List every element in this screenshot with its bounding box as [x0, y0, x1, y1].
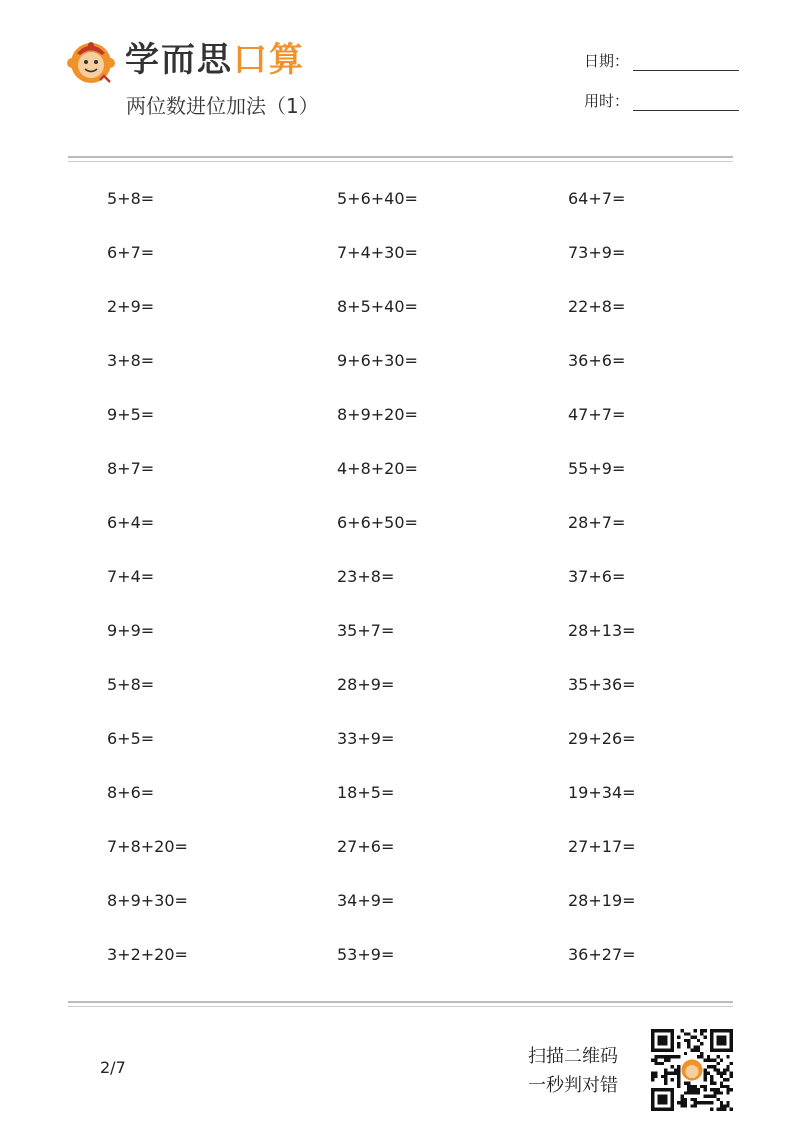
scan-instructions [528, 1042, 618, 1100]
problem-row [0, 388, 800, 442]
problem-item: 28+7= [568, 513, 626, 532]
problem-row [0, 442, 800, 496]
problem-item: 23+8= [337, 567, 395, 586]
time-field [584, 90, 739, 111]
problem-item: 8+5+40= [337, 297, 418, 316]
problem-item: 19+34= [568, 783, 636, 802]
worksheet-header [0, 0, 800, 160]
problem-row [0, 928, 800, 982]
time-label: 用时： [584, 92, 630, 110]
problem-item: 9+5= [107, 405, 155, 424]
worksheet-title: 两位数进位加法（1） [126, 94, 319, 118]
date-field [584, 50, 739, 71]
problem-item: 8+9+20= [337, 405, 418, 424]
problem-row [0, 766, 800, 820]
problem-item: 3+8= [107, 351, 155, 370]
problem-item: 73+9= [568, 243, 626, 262]
qr-code-icon[interactable] [651, 1029, 733, 1111]
problem-item: 18+5= [337, 783, 395, 802]
problem-item: 9+6+30= [337, 351, 418, 370]
problem-item: 27+6= [337, 837, 395, 856]
problem-item: 3+2+20= [107, 945, 188, 964]
problem-item: 37+6= [568, 567, 626, 586]
problem-item: 7+4+30= [337, 243, 418, 262]
problem-item: 28+13= [568, 621, 636, 640]
problem-item: 36+6= [568, 351, 626, 370]
problem-row [0, 712, 800, 766]
problem-item: 28+9= [337, 675, 395, 694]
problem-row [0, 172, 800, 226]
problem-row [0, 604, 800, 658]
date-label: 日期： [584, 52, 630, 70]
page-number: 2/7 [100, 1058, 126, 1077]
problem-row [0, 820, 800, 874]
problem-item: 2+9= [107, 297, 155, 316]
problem-item: 8+6= [107, 783, 155, 802]
problem-item: 5+6+40= [337, 189, 418, 208]
problem-item: 35+36= [568, 675, 636, 694]
brand-logo [125, 40, 305, 80]
problem-row [0, 874, 800, 928]
problem-item: 7+8+20= [107, 837, 188, 856]
scan-line-1: 扫描二维码 [528, 1046, 618, 1067]
problem-item: 34+9= [337, 891, 395, 910]
date-blank-line [633, 54, 739, 71]
problem-item: 5+8= [107, 675, 155, 694]
problem-row [0, 226, 800, 280]
problem-item: 6+6+50= [337, 513, 418, 532]
problem-item: 8+7= [107, 459, 155, 478]
problem-item: 53+9= [337, 945, 395, 964]
problem-item: 9+9= [107, 621, 155, 640]
problem-row [0, 550, 800, 604]
problem-row [0, 280, 800, 334]
problem-item: 7+4= [107, 567, 155, 586]
problem-item: 22+8= [568, 297, 626, 316]
problem-item: 6+4= [107, 513, 155, 532]
problem-item: 35+7= [337, 621, 395, 640]
problem-item: 6+7= [107, 243, 155, 262]
brand-accent: 口算 [233, 40, 305, 80]
scan-line-2: 一秒判对错 [528, 1075, 618, 1096]
problem-item: 36+27= [568, 945, 636, 964]
problem-row [0, 496, 800, 550]
problem-item: 8+9+30= [107, 891, 188, 910]
problem-item: 27+17= [568, 837, 636, 856]
problem-item: 5+8= [107, 189, 155, 208]
top-divider [68, 156, 733, 162]
problem-row [0, 334, 800, 388]
brand-main: 学而思 [125, 40, 233, 80]
problem-item: 47+7= [568, 405, 626, 424]
bottom-divider [68, 1001, 733, 1007]
problem-row [0, 658, 800, 712]
problem-item: 64+7= [568, 189, 626, 208]
problem-item: 28+19= [568, 891, 636, 910]
problem-item: 4+8+20= [337, 459, 418, 478]
time-blank-line [633, 94, 739, 111]
problem-item: 29+26= [568, 729, 636, 748]
problem-item: 55+9= [568, 459, 626, 478]
problem-item: 6+5= [107, 729, 155, 748]
monkey-mascot-icon [66, 36, 116, 86]
problem-item: 33+9= [337, 729, 395, 748]
